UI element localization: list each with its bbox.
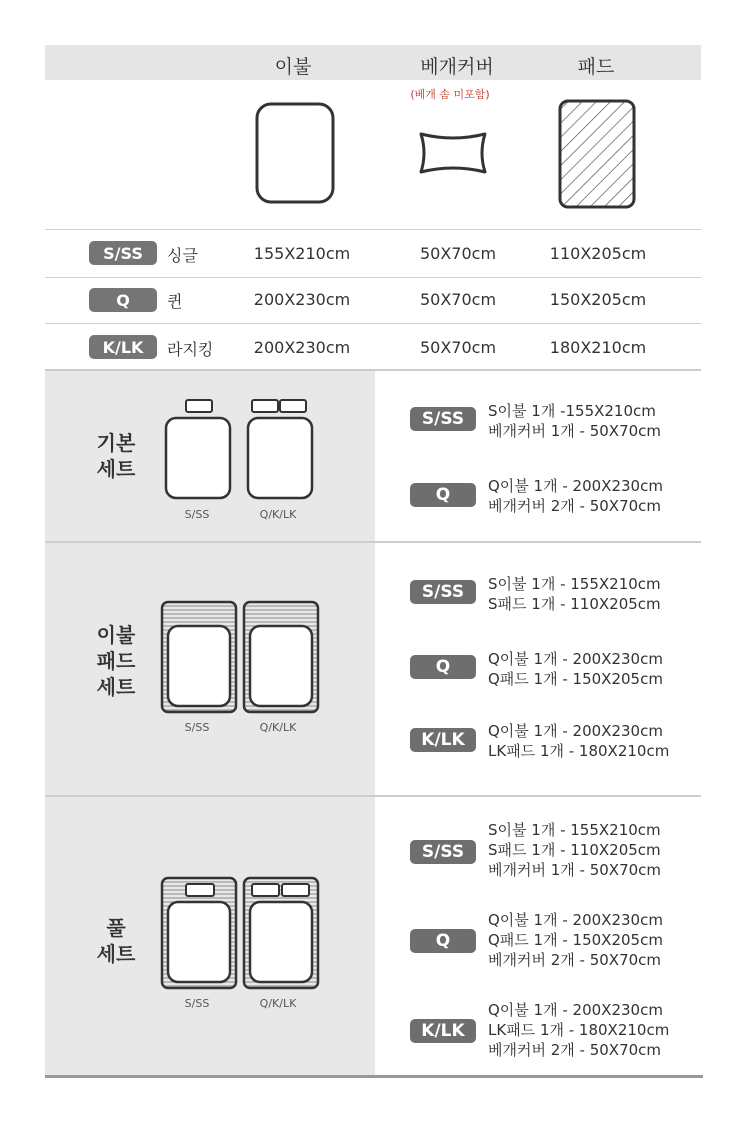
size-badge: Q [89,288,157,312]
caption-s: S/SS [184,508,210,521]
caption-qk: Q/K/LK [259,508,297,521]
set-item-desc: Q이불 1개 - 200X230cm Q패드 1개 - 150X205cm 베개커버 2개 - 50X70cm [488,911,663,969]
set-size-badge: K/LK [410,1019,476,1043]
set-size-badge: K/LK [410,728,476,752]
pad-size: 110X205cm [549,244,647,263]
set-title: 이불 패드 세트 [96,623,136,699]
table-divider [45,229,701,230]
duvet-size: 200X230cm [253,338,351,357]
set-item-desc: Q이불 1개 - 200X230cm LK패드 1개 - 180X210cm 베개커버 2개 - 50X70cm [488,1001,670,1059]
caption-qk: Q/K/LK [259,721,297,734]
set-item-desc: S이불 1개 - 155X210cm S패드 1개 - 110X205cm 베개커버 1개 - 50X70cm [488,821,662,879]
set-item-desc: Q이불 1개 - 200X230cm LK패드 1개 - 180X210cm [488,722,670,760]
duvet-illustration [255,102,335,204]
size-name: 퀸 [167,292,183,311]
pad-size: 180X210cm [549,338,647,357]
set-item-desc: S이불 1개 -155X210cm 베개커버 1개 - 50X70cm [488,402,662,440]
set-size-badge: Q [410,483,476,507]
size-badge: K/LK [89,335,157,359]
basic-set-illustration [164,396,314,502]
set-item-desc: Q이불 1개 - 200X230cm 베개커버 2개 - 50X70cm [488,477,663,515]
header-duvet: 이불 [274,56,312,78]
pad-illustration [557,98,637,210]
set-title: 풀 세트 [96,916,136,966]
caption-s: S/SS [184,721,210,734]
table-divider [45,277,701,278]
pillow-illustration [415,128,491,178]
table-divider [45,323,701,324]
pad-size: 150X205cm [549,290,647,309]
size-badge: S/SS [89,241,157,265]
duvet-size: 155X210cm [253,244,351,263]
pillow-size: 50X70cm [419,244,497,263]
set-size-badge: S/SS [410,580,476,604]
pillow-size: 50X70cm [419,290,497,309]
pillow-note: (베개 솜 미포함) [410,88,490,101]
header-pad: 패드 [577,56,615,78]
caption-s: S/SS [184,997,210,1010]
size-name: 싱글 [167,246,198,265]
caption-qk: Q/K/LK [259,997,297,1010]
duvet-pad-set-illustration [160,600,320,714]
bottom-border [45,1075,703,1078]
set-size-badge: S/SS [410,407,476,431]
set-size-badge: Q [410,655,476,679]
set-item-desc: S이불 1개 - 155X210cm S패드 1개 - 110X205cm [488,575,661,613]
full-set-illustration [160,876,320,990]
header-pillow-cover: 베개커버 [420,56,494,78]
duvet-size: 200X230cm [253,290,351,309]
set-size-badge: S/SS [410,840,476,864]
size-name: 라지킹 [167,340,214,359]
set-item-desc: Q이불 1개 - 200X230cm Q패드 1개 - 150X205cm [488,650,663,688]
pillow-size: 50X70cm [419,338,497,357]
set-title: 기본 세트 [96,431,136,481]
set-size-badge: Q [410,929,476,953]
